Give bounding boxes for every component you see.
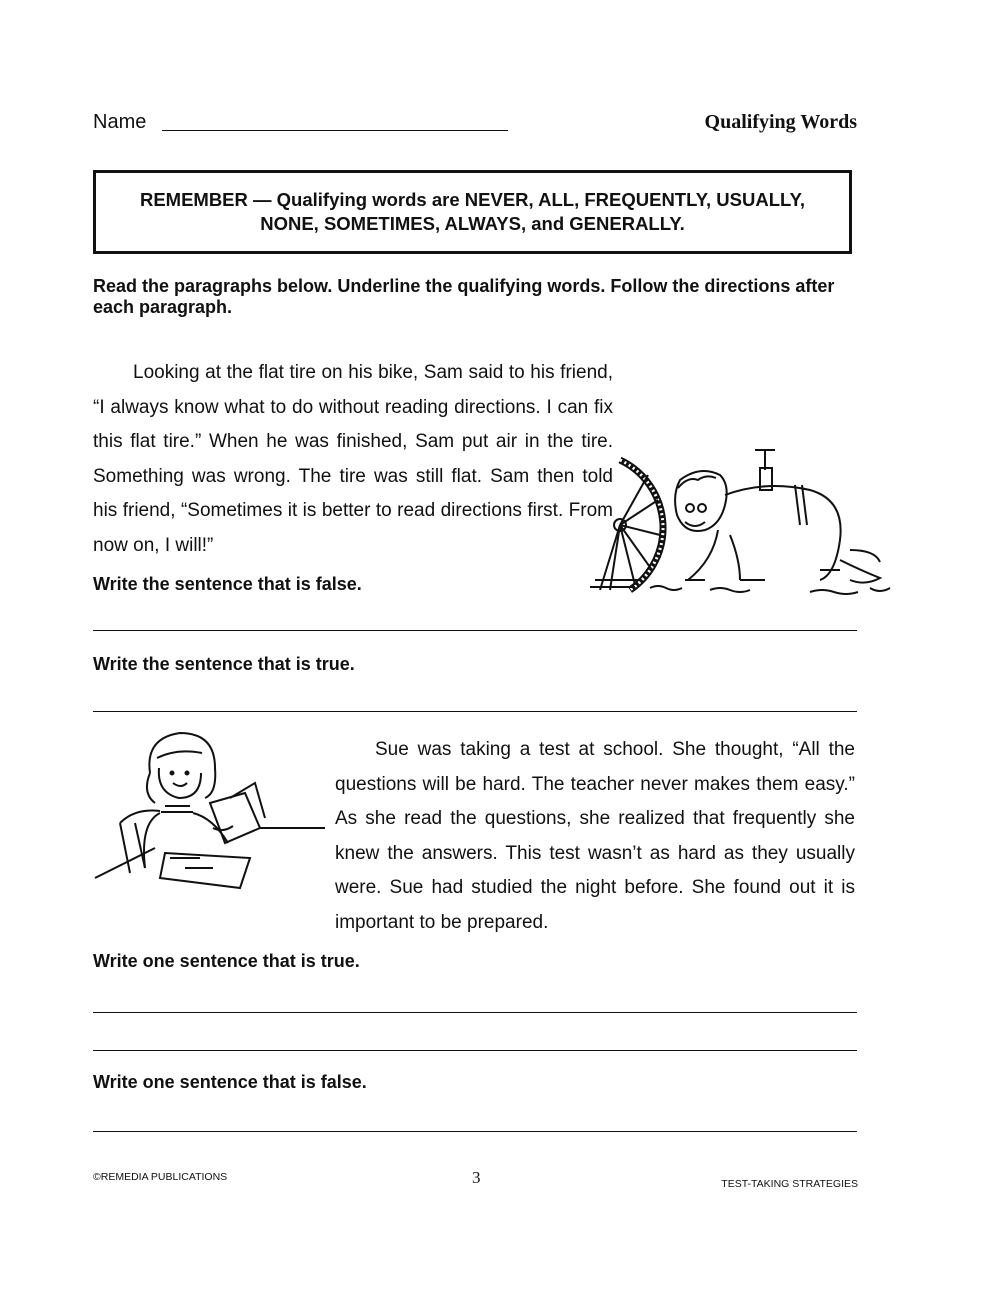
- footer-series: TEST-TAKING STRATEGIES: [721, 1178, 858, 1190]
- name-field-line[interactable]: [162, 130, 508, 131]
- name-label: Name: [93, 111, 147, 133]
- girl-reading-illustration: [95, 728, 335, 888]
- answer-line-4[interactable]: [93, 1050, 857, 1051]
- answer-line-1[interactable]: [93, 630, 857, 631]
- p1-question-true: Write the sentence that is true.: [93, 654, 355, 674]
- boy-bike-illustration: [590, 440, 910, 600]
- remember-line-2: NONE, SOMETIMES, ALWAYS, and GENERALLY.: [260, 213, 685, 234]
- paragraph-1: Looking at the flat tire on his bike, Sam said to his friend, “I always know what to do without reading directions. I can fix this flat tire.” When he was finished, Sam put air in the tire. Something was wrong. The tire was still flat. Sam then told his friend, “Sometimes it is better to read directions first. From now on, I will!”: [93, 362, 613, 556]
- instructions: Read the paragraphs below. Underline the qualifying words. Follow the directions after each paragraph.: [93, 276, 835, 317]
- answer-line-5[interactable]: [93, 1131, 857, 1132]
- remember-box: [93, 170, 852, 254]
- answer-line-3[interactable]: [93, 1012, 857, 1013]
- remember-line-1: REMEMBER — Qualifying words are NEVER, ALL, FREQUENTLY, USUALLY,: [139, 189, 806, 210]
- p2-question-true: Write one sentence that is true.: [93, 951, 360, 971]
- p2-question-false: Write one sentence that is false.: [93, 1072, 367, 1092]
- page-number: 3: [472, 1168, 481, 1187]
- footer-publisher: ©REMEDIA PUBLICATIONS: [93, 1171, 228, 1183]
- paragraph-2: Sue was taking a test at school. She thought, “All the questions will be hard. The teacher never makes them easy.” As she read the questions, she realized that frequently she knew the answers. This test wasn’t as hard as they usually were. Sue had studied the night before. She found out it is important to be prepared.: [335, 739, 855, 933]
- answer-line-2[interactable]: [93, 711, 857, 712]
- worksheet-topic: Qualifying Words: [704, 111, 857, 133]
- p1-question-false: Write the sentence that is false.: [93, 574, 362, 594]
